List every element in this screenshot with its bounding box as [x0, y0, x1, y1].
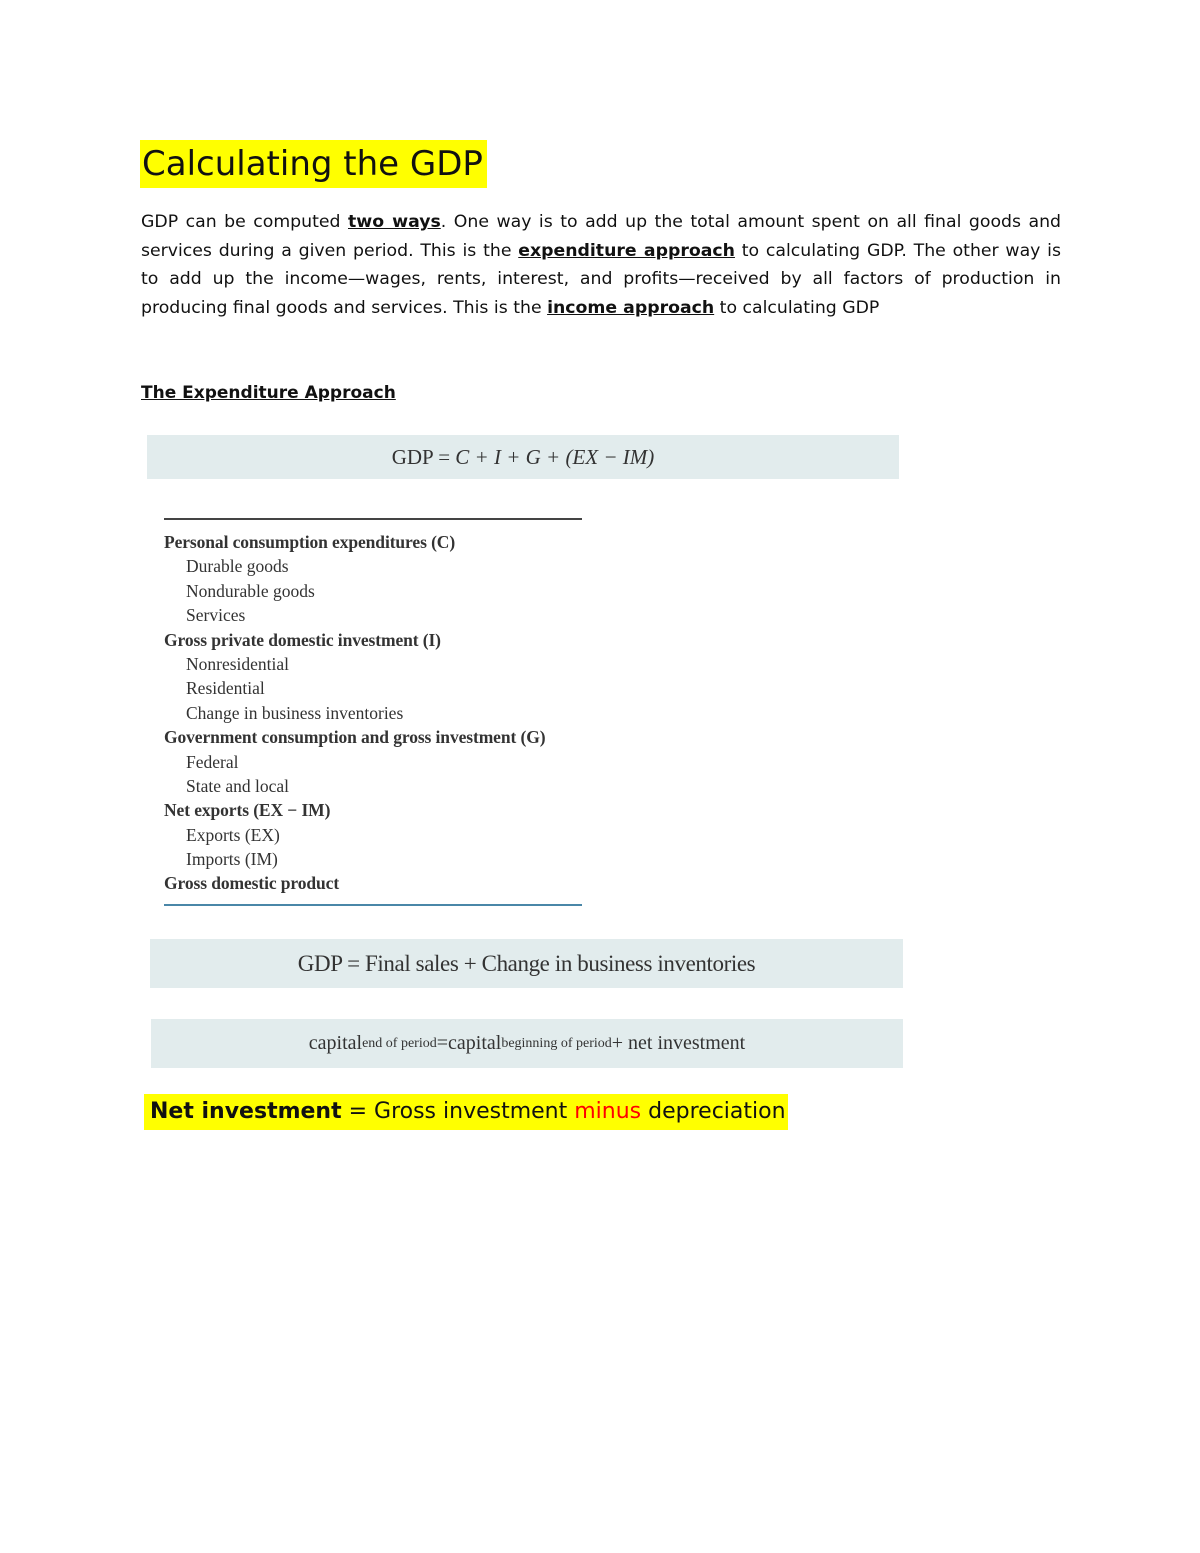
component-item: Services: [186, 605, 246, 626]
net-investment-minus: minus: [574, 1099, 642, 1124]
final-sales-formula: GDP = Final sales + Change in business inventories: [297, 950, 756, 976]
component-item: Federal: [186, 751, 239, 772]
term-expenditure-approach: expenditure approach: [518, 240, 735, 261]
section-heading-expenditure: The Expenditure Approach: [141, 383, 396, 403]
term-two-ways: two ways: [348, 212, 441, 232]
capital-end-subscript: end of period: [362, 1035, 437, 1051]
component-item: Nonresidential: [186, 653, 290, 674]
component-item: Nondurable goods: [186, 580, 315, 601]
intro-text-1: GDP can be computed: [141, 212, 348, 232]
capital-begin-label: capital: [448, 1032, 502, 1054]
intro-paragraph: [141, 208, 1061, 322]
capital-formula-box: [151, 1019, 903, 1068]
component-item: Exports (EX): [186, 824, 280, 845]
gdp-components-list: [164, 520, 582, 896]
intro-text-4: to calculating GDP: [714, 297, 880, 318]
component-item: State and local: [186, 775, 290, 796]
page-title: Calculating the GDP: [140, 140, 487, 188]
net-investment-middle: = Gross investment: [341, 1099, 575, 1124]
component-item: Imports (IM): [186, 849, 278, 870]
capital-end-label: capital: [308, 1032, 363, 1054]
gdp-formula-box: [147, 435, 899, 479]
component-item: Change in business inventories: [186, 702, 404, 723]
component-item: Residential: [186, 678, 265, 699]
component-category: Personal consumption expenditures (C): [164, 532, 456, 552]
net-investment-definition: [144, 1094, 788, 1130]
gdp-formula-label: GDP =: [391, 444, 451, 469]
intro-text-3: to calculating GDP. The other way is to add up the income—wages, rents, interest, and profits—received by all factors of production in producing final goods and services. This is the: [141, 240, 1061, 318]
gdp-components-table: [164, 518, 582, 906]
component-item: Durable goods: [186, 556, 289, 577]
component-category: Government consumption and gross investment (G): [164, 727, 546, 748]
component-category: Net exports (EX − IM): [164, 800, 331, 821]
intro-text-2: . One way is to add up the total amount spent on all final goods and services during a given period. This is the: [141, 212, 1062, 261]
component-category: Gross domestic product: [164, 873, 340, 894]
capital-equals: =: [436, 1032, 449, 1054]
net-investment-term: Net investment: [150, 1099, 342, 1124]
gdp-formula-terms: C + I + G + (EX − IM): [455, 444, 655, 469]
component-category: Gross private domestic investment (I): [164, 629, 441, 650]
net-investment-end: depreciation: [641, 1099, 786, 1124]
final-sales-formula-box: [150, 939, 903, 988]
term-income-approach: income approach: [547, 297, 715, 318]
capital-plus-net-investment: + net investment: [611, 1032, 746, 1054]
capital-begin-subscript: beginning of period: [501, 1035, 612, 1051]
